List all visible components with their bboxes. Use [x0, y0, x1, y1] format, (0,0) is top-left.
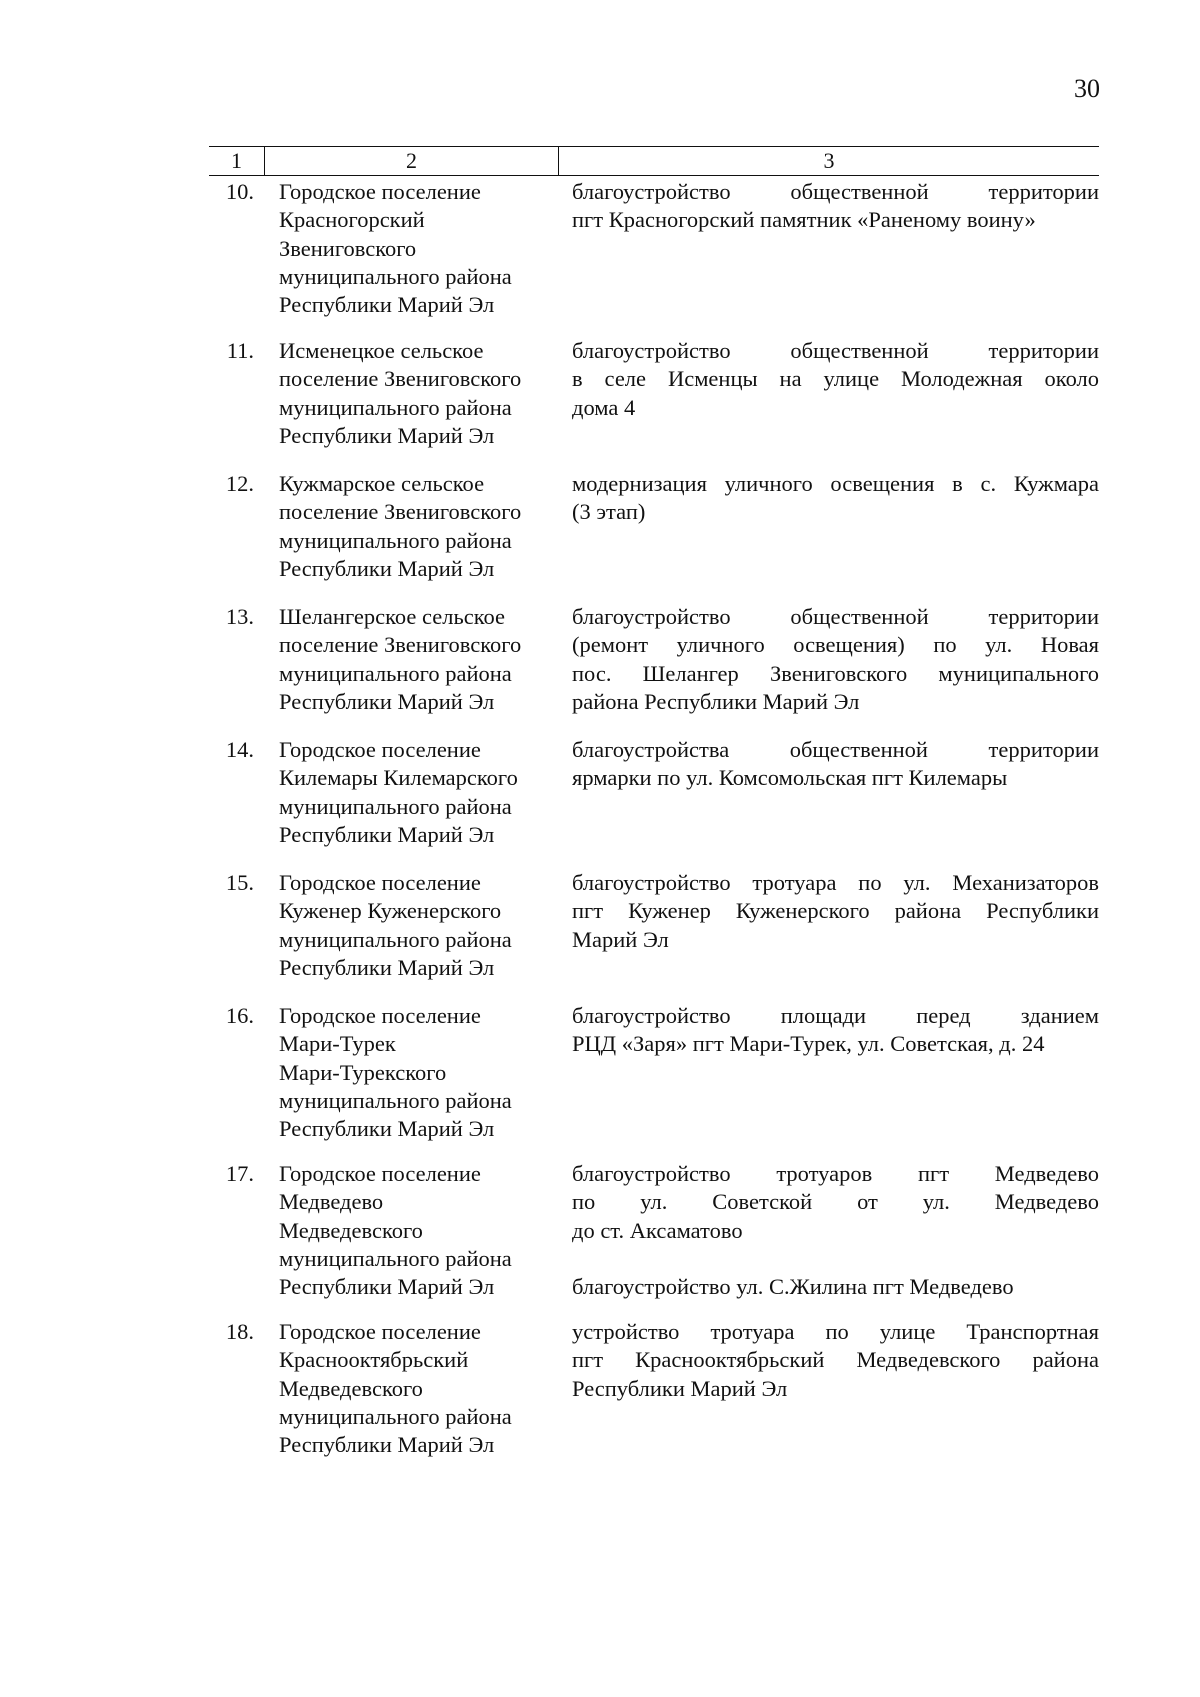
project-description-line: модернизация уличного освещения в с. Кужмара	[572, 471, 1099, 496]
project-description-line: Марий Эл	[572, 926, 669, 952]
settlement-name-line: Городское поселение	[279, 1003, 481, 1028]
settlement-name	[279, 1318, 544, 1459]
settlement-name-line: Медведево	[279, 1189, 384, 1215]
settlement-name-line: Республики Марий Эл	[279, 1116, 495, 1142]
header-col-1: 1	[209, 147, 265, 175]
settlement-name-line: Республики Марий Эл	[279, 954, 495, 980]
project-description-line: дома 4	[572, 394, 636, 420]
settlement-name	[279, 1002, 544, 1143]
project-description-line: (3 этап)	[572, 499, 646, 525]
settlement-name-line: муниципального района	[279, 926, 512, 952]
settlement-name-line: муниципального района	[279, 660, 512, 686]
project-description-line: благоустройство тротуаров пгт Медведево	[572, 1161, 1099, 1186]
project-description	[572, 470, 1099, 527]
project-description-line: благоустройство общественной территории	[572, 338, 1099, 363]
table-header	[209, 146, 1099, 176]
settlement-name-line: Республики Марий Эл	[279, 292, 495, 318]
project-description-line: благоустройство общественной территории	[572, 179, 1099, 204]
settlement-name-line: Медведевского	[279, 1217, 423, 1243]
project-description-line: благоустройство тротуара по ул. Механизаторов	[572, 870, 1099, 895]
project-description	[572, 1002, 1099, 1059]
settlement-name-line: Килемары Килемарского	[279, 765, 518, 791]
project-description	[572, 178, 1099, 235]
row-number: 17.	[225, 1161, 254, 1186]
settlement-name-line: Республики Марий Эл	[279, 688, 495, 714]
project-description-line: до ст. Аксаматово	[572, 1217, 743, 1243]
settlement-name	[279, 337, 544, 450]
spacer	[572, 1245, 1099, 1273]
settlement-name-line: Звениговского	[279, 235, 417, 261]
settlement-name-line: Республики Марий Эл	[279, 821, 495, 847]
settlement-name-line: муниципального района	[279, 1403, 512, 1429]
settlement-name	[279, 603, 544, 716]
project-description-line: (ремонт уличного освещения) по ул. Новая	[572, 632, 1099, 658]
settlement-name-line: Республики Марий Эл	[279, 1274, 495, 1300]
settlement-name-line: Городское поселение	[279, 1161, 481, 1186]
row-number: 12.	[225, 471, 254, 496]
settlement-name-line: Городское поселение	[279, 179, 481, 204]
project-description-line: района Республики Марий Эл	[572, 688, 860, 714]
row-number: 15.	[225, 870, 254, 895]
settlement-name	[279, 1160, 544, 1301]
project-description-line: благоустройство площади перед зданием	[572, 1003, 1099, 1028]
settlement-name-line: муниципального района	[279, 263, 512, 289]
project-description-line: устройство тротуара по улице Транспортная	[572, 1319, 1099, 1344]
settlement-name-line: Республики Марий Эл	[279, 1432, 495, 1458]
settlement-name-line: Мари-Турекского	[279, 1059, 447, 1085]
row-number: 18.	[225, 1319, 254, 1344]
settlement-name-line: Исменецкое сельское	[279, 338, 484, 363]
project-description-line: пгт Куженер Куженерского района Республики	[572, 898, 1099, 924]
settlement-name-line: муниципального района	[279, 394, 512, 420]
settlement-name-line: Шелангерское сельское	[279, 604, 506, 629]
project-description-line: благоустройство общественной территории	[572, 604, 1099, 629]
settlement-name-line: Красногорский	[279, 207, 425, 233]
settlement-name-line: муниципального района	[279, 527, 512, 553]
project-description	[572, 1160, 1099, 1301]
project-description-line: в селе Исменцы на улице Молодежная около	[572, 366, 1099, 392]
settlement-name-line: Куженер Куженерского	[279, 898, 502, 924]
settlement-name	[279, 470, 544, 583]
project-description-line: пос. Шелангер Звениговского муниципального	[572, 660, 1099, 686]
row-number: 13.	[225, 604, 254, 629]
project-description-line: Республики Марий Эл	[572, 1375, 788, 1401]
settlement-name-line: Республики Марий Эл	[279, 555, 495, 581]
header-col-2: 2	[265, 147, 559, 175]
project-description	[572, 603, 1099, 716]
settlement-name-line: поселение Звениговского	[279, 632, 522, 658]
settlement-name-line: муниципального района	[279, 1245, 512, 1271]
row-number: 16.	[225, 1003, 254, 1028]
settlement-name-line: Городское поселение	[279, 737, 481, 762]
settlement-name-line: Кужмарское сельское	[279, 471, 485, 496]
settlement-name	[279, 869, 544, 982]
settlement-name-line: муниципального района	[279, 1087, 512, 1113]
settlement-name	[279, 736, 544, 849]
settlement-name-line: поселение Звениговского	[279, 366, 522, 392]
project-description-line: благоустройство ул. С.Жилина пгт Медведево	[572, 1274, 1014, 1300]
project-description	[572, 1318, 1099, 1403]
page-number: 30	[1074, 74, 1100, 103]
row-number: 14.	[225, 737, 254, 762]
project-description-line: пгт Красногорский памятник «Раненому воину»	[572, 207, 1036, 233]
header-col-3: 3	[823, 148, 835, 173]
settlement-name-line: Городское поселение	[279, 1319, 481, 1344]
settlement-name-line: Краснооктябрьский	[279, 1347, 469, 1373]
project-description-line: по ул. Советской от ул. Медведево	[572, 1189, 1099, 1215]
row-number: 10.	[225, 179, 254, 204]
settlement-name-line: Мари-Турек	[279, 1031, 396, 1057]
settlement-name-line: поселение Звениговского	[279, 499, 522, 525]
settlement-name-line: Республики Марий Эл	[279, 422, 495, 448]
project-description-line: ярмарки по ул. Комсомольская пгт Килемары	[572, 765, 1008, 791]
settlement-name-line: Медведевского	[279, 1375, 423, 1401]
project-description	[572, 869, 1099, 954]
project-description	[572, 337, 1099, 422]
project-description-line: пгт Краснооктябрьский Медведевского района	[572, 1347, 1099, 1373]
settlement-name	[279, 178, 544, 319]
row-number: 11.	[226, 338, 254, 363]
project-description-line: благоустройства общественной территории	[572, 737, 1099, 762]
project-description	[572, 736, 1099, 793]
project-description-line: РЦД «Заря» пгт Мари-Турек, ул. Советская, д. 24	[572, 1031, 1045, 1057]
settlement-name-line: Городское поселение	[279, 870, 481, 895]
settlement-name-line: муниципального района	[279, 793, 512, 819]
